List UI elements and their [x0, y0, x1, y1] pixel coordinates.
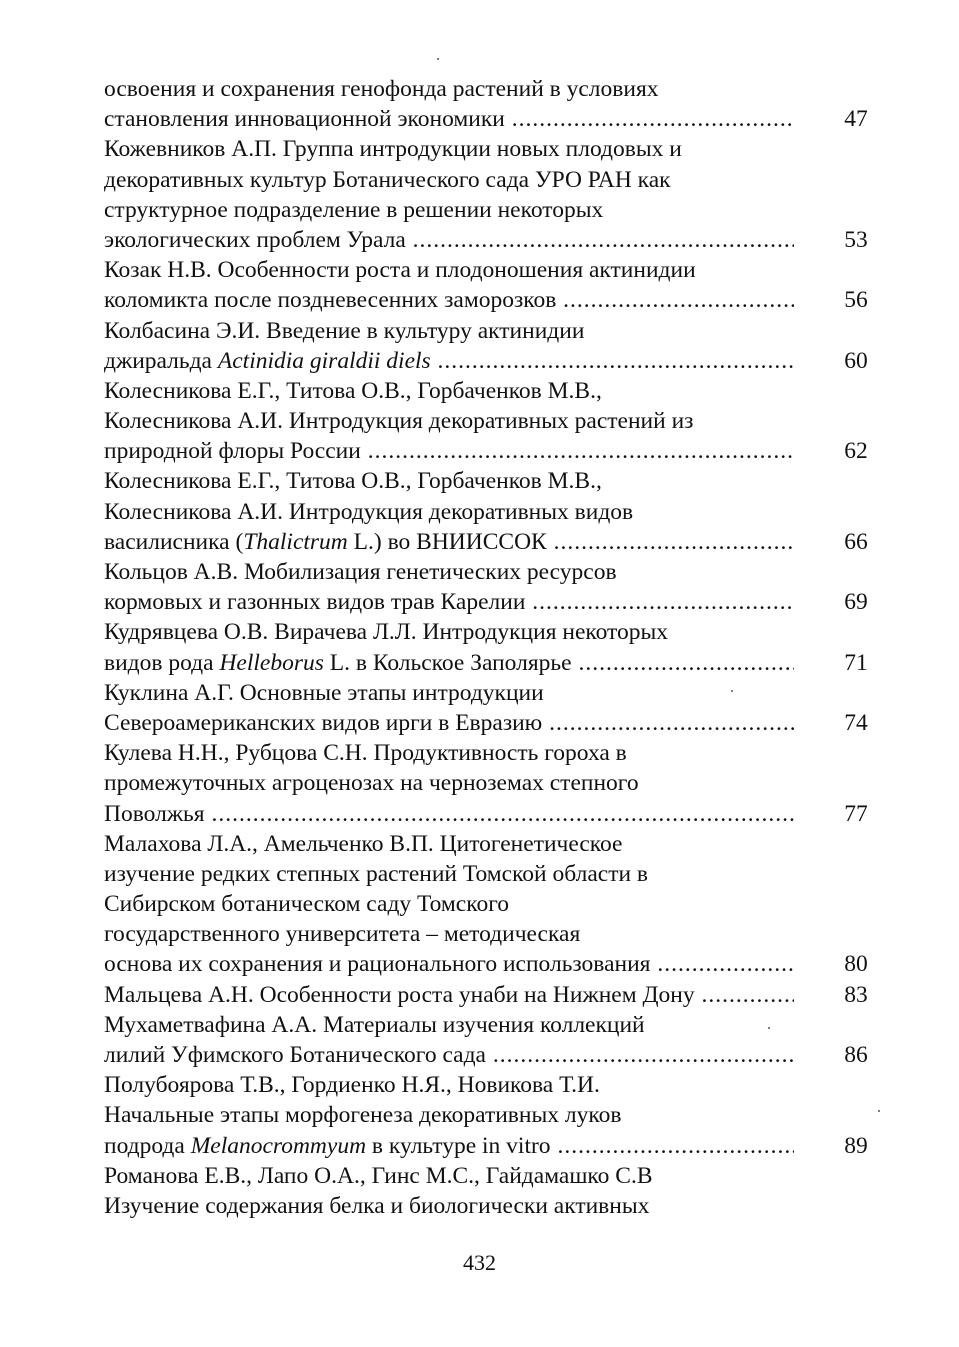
scan-speck	[878, 1110, 880, 1112]
toc-entry	[104, 74, 884, 134]
toc-page-number: 66	[844, 528, 868, 555]
toc-entry-text: василисника (Thalictrum L.) во ВНИИССОК .....	[104, 527, 794, 557]
toc-page-number: 69	[844, 589, 868, 616]
toc-entry-line	[104, 134, 884, 164]
toc-entry-line	[104, 859, 884, 889]
toc-entry	[104, 1070, 884, 1161]
toc-entry-line	[104, 466, 884, 496]
toc-entry-line	[104, 1131, 884, 1161]
toc-entry-line	[104, 678, 884, 708]
toc-entry-text: промежуточных агроценозах на черноземах степного	[104, 770, 639, 797]
toc-entry-line	[104, 255, 884, 285]
toc-entry-line	[104, 195, 884, 225]
toc-page-number: 89	[844, 1132, 868, 1159]
toc-entry-line	[104, 74, 884, 104]
toc-entry-line	[104, 346, 884, 376]
toc-entry	[104, 466, 884, 557]
toc-entry-text: Кольцов А.В. Мобилизация генетических ресурсов	[104, 559, 617, 585]
toc-entry-text: Мухаметвафина А.А. Материалы изучения коллекций	[104, 1011, 645, 1038]
toc-entry-line	[104, 527, 884, 557]
toc-page-number: 60	[844, 347, 868, 374]
toc-page-number: 80	[844, 951, 868, 978]
toc-page-number: 62	[844, 438, 868, 465]
toc-entry	[104, 255, 884, 315]
toc-entry-text: структурное подразделение в решении некоторых	[104, 196, 604, 223]
toc-entry-line	[104, 889, 884, 919]
toc-entry-line	[104, 406, 884, 436]
toc-entry-text: Кулева Н.Н., Рубцова С.Н. Продуктивность гороха в	[104, 740, 627, 767]
toc-entry-text: природной флоры России .....	[104, 436, 794, 466]
toc-entry-line	[104, 980, 884, 1010]
scan-speck	[768, 1027, 770, 1029]
toc-entry-line	[104, 1010, 884, 1040]
toc-entry-text: Североамериканских видов ирги в Евразию .....	[104, 708, 794, 738]
scan-speck	[731, 690, 733, 692]
toc-entry-line	[104, 829, 884, 859]
toc-page-number: 53	[844, 226, 868, 253]
toc-entry-line	[104, 1040, 884, 1070]
toc-entry	[104, 134, 884, 255]
toc-entry	[104, 1010, 884, 1070]
toc-entry	[104, 617, 884, 677]
toc-entry-text: подрода Melanocrommyum в культуре in vitro .....	[104, 1131, 794, 1161]
toc-entry-line	[104, 708, 884, 738]
toc-entry-line	[104, 165, 884, 195]
toc-page-number: 83	[844, 981, 868, 1008]
toc-entry-text: декоративных культур Ботанического сада УРО РАН как	[104, 166, 671, 193]
toc-entry-text: Сибирском ботаническом саду Томского	[104, 891, 510, 918]
toc-entry	[104, 980, 884, 1010]
toc-entry-text: кормовых и газонных видов трав Карелии .....	[104, 587, 794, 617]
toc-entry-line	[104, 1100, 884, 1130]
toc-entry-text: Колбасина Э.И. Введение в культуру актинидии	[104, 317, 585, 344]
toc-entry-text: Колесникова А.И. Интродукция декоративных видов	[104, 498, 634, 525]
toc-entry-text: Куклина А.Г. Основные этапы интродукции	[104, 679, 544, 706]
toc-entry-text: Малахова Л.А., Амельченко В.П. Цитогенетическое	[104, 830, 623, 857]
toc-entry-text: Козак Н.В. Особенности роста и плодоношения актинидии	[104, 257, 696, 284]
toc-entry-text: Колесникова А.И. Интродукция декоративных растений из	[104, 408, 694, 435]
toc-entry-line	[104, 919, 884, 949]
toc-entry	[104, 678, 884, 738]
toc-entry-line	[104, 1070, 884, 1100]
toc-entry-line	[104, 557, 884, 587]
toc-entry-line	[104, 648, 884, 678]
toc-entry-line	[104, 799, 884, 829]
toc-entry-line	[104, 1191, 884, 1221]
toc-entry-text: государственного университета – методическая	[104, 921, 581, 948]
toc-entry-line	[104, 285, 884, 315]
toc-page-number: 47	[844, 106, 868, 133]
toc-entry-text: джиральда Actinidia giraldii diels .....	[104, 346, 794, 376]
toc-entry-text: Колесникова Е.Г., Титова О.В., Горбаченков М.В.,	[104, 468, 602, 495]
toc-entry-text: коломикта после поздневесенних заморозков .....	[104, 285, 794, 315]
toc-entry-text: лилий Уфимского Ботанического сада .....	[104, 1040, 794, 1070]
toc-entry-text: Полубоярова Т.В., Гордиенко Н.Я., Новикова Т.И.	[104, 1072, 600, 1099]
toc-entry-text: Романова Е.В., Лапо О.А., Гинс М.С., Гайдамашко С.В	[104, 1162, 653, 1189]
scan-speck	[437, 58, 439, 60]
toc-entry-text: основа их сохранения и рационального использования .....	[104, 949, 794, 979]
table-of-contents	[104, 74, 884, 1221]
toc-entry-line	[104, 104, 884, 134]
toc-entry-line	[104, 768, 884, 798]
toc-page-number: 56	[844, 287, 868, 314]
toc-entry-text: экологических проблем Урала .....	[104, 225, 794, 255]
toc-page-number: 77	[844, 800, 868, 827]
toc-entry-text: Начальные этапы морфогенеза декоративных луков	[104, 1102, 622, 1129]
toc-entry	[104, 829, 884, 980]
page-number: 432	[463, 1250, 496, 1275]
toc-entry-text: Изучение содержания белка и биологически активных	[104, 1192, 650, 1219]
toc-entry-text: Кудрявцева О.В. Вирачева Л.Л. Интродукция некоторых	[104, 619, 669, 646]
toc-entry-text: Мальцева А.Н. Особенности роста унаби на Нижнем Дону .....	[104, 980, 794, 1010]
toc-entry-line	[104, 316, 884, 346]
toc-entry-text: освоения и сохранения генофонда растений в условиях	[104, 76, 659, 102]
toc-page-number: 86	[844, 1042, 868, 1068]
toc-entry-text: изучение редких степных растений Томской области в	[104, 860, 649, 887]
toc-entry-text: Кожевников А.П. Группа интродукции новых плодовых и	[104, 136, 682, 163]
toc-entry-text: становления инновационной экономики .....	[104, 104, 794, 134]
toc-entry-text: Поволжья .....	[104, 799, 794, 829]
toc-entry-line	[104, 587, 884, 617]
toc-entry-line	[104, 225, 884, 255]
toc-entry-text: Колесникова Е.Г., Титова О.В., Горбаченков М.В.,	[104, 377, 602, 404]
toc-entry-line	[104, 949, 884, 979]
toc-entry-line	[104, 617, 884, 647]
toc-page-number: 71	[844, 649, 868, 676]
toc-entry-text: видов рода Helleborus L. в Кольское Заполярье .....	[104, 648, 794, 678]
toc-entry-line	[104, 1161, 884, 1191]
toc-entry-line	[104, 436, 884, 466]
toc-entry-line	[104, 497, 884, 527]
toc-entry	[104, 1161, 884, 1221]
toc-entry-line	[104, 738, 884, 768]
toc-page-number: 74	[844, 709, 868, 736]
toc-entry	[104, 738, 884, 829]
toc-entry-line	[104, 376, 884, 406]
toc-entry	[104, 316, 884, 376]
toc-entry	[104, 376, 884, 467]
toc-entry	[104, 557, 884, 617]
